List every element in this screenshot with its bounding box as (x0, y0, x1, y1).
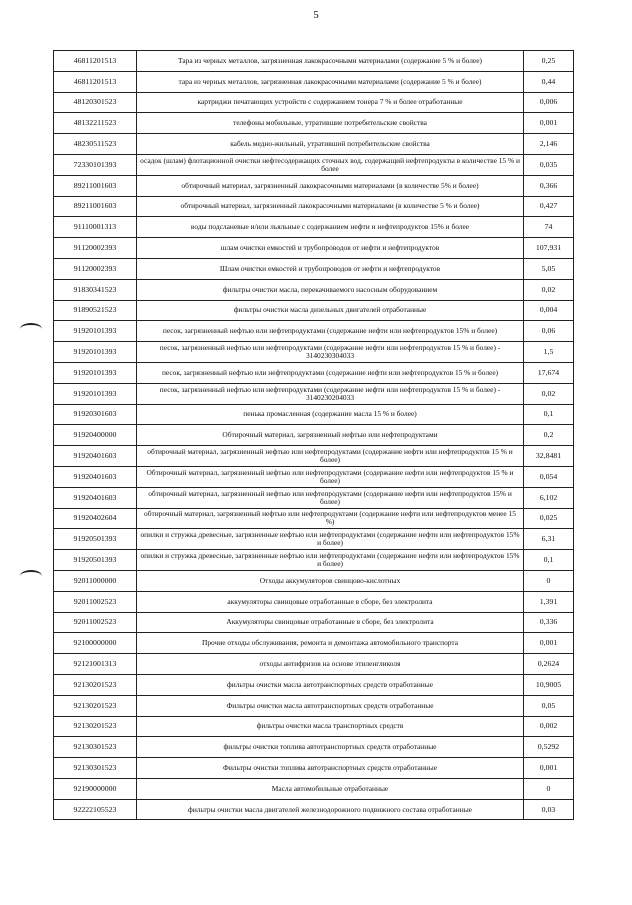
waste-quantity-cell: 0,03 (524, 799, 574, 820)
waste-quantity-cell: 1,391 (524, 591, 574, 612)
waste-code-cell: 46811201513 (54, 51, 137, 72)
waste-quantity-cell: 0,054 (524, 466, 574, 487)
waste-quantity-cell: 0,004 (524, 300, 574, 321)
table-row (54, 321, 574, 342)
waste-name-cell: фильтры очистки масла двигателей железнодорожного подвижного состава отработанные (137, 799, 524, 820)
waste-name-cell: тара из черных металлов, загрязненная лакокрасочными материалами (содержание 5 % и более) (137, 71, 524, 92)
table-row (54, 279, 574, 300)
waste-name-cell: аккумуляторы свинцовые отработанные в сборе, без электролита (137, 591, 524, 612)
waste-quantity-cell: 0 (524, 570, 574, 591)
waste-name-cell: шлам очистки емкостей и трубопроводов от нефти и нефтепродуктов (137, 238, 524, 259)
waste-code-cell: 92130301523 (54, 737, 137, 758)
table-row (54, 71, 574, 92)
waste-name-cell: осадок (шлам) флотационной очистки нефтесодержащих сточных вод, содержащий нефтепродукты в количестве 15 % и более (137, 154, 524, 175)
waste-name-cell: Масла автомобильные отработанные (137, 778, 524, 799)
waste-name-cell: обтирочный материал, загрязненный лакокрасочными материалами (в количестве 5% и более) (137, 175, 524, 196)
waste-name-cell: обтирочный материал, загрязненный лакокрасочными материалами (в количестве 5 % и более) (137, 196, 524, 217)
table-row (54, 342, 574, 363)
waste-name-cell: обтирочный материал, загрязненный нефтью или нефтепродуктами (содержание нефти или нефтепродуктов менее 15 %) (137, 508, 524, 529)
table-row (54, 758, 574, 779)
waste-name-cell: Аккумуляторы свинцовые отработанные в сборе, без электролита (137, 612, 524, 633)
waste-code-cell: 72330101393 (54, 154, 137, 175)
waste-code-cell: 91920401603 (54, 466, 137, 487)
table-row (54, 591, 574, 612)
waste-code-cell: 92011002523 (54, 591, 137, 612)
waste-quantity-cell: 6,31 (524, 529, 574, 550)
waste-quantity-cell: 74 (524, 217, 574, 238)
table-row (54, 778, 574, 799)
table-row (54, 487, 574, 508)
waste-code-cell: 91920301603 (54, 404, 137, 425)
waste-quantity-cell: 17,674 (524, 362, 574, 383)
waste-quantity-cell: 0 (524, 778, 574, 799)
waste-name-cell: песок, загрязненный нефтью или нефтепродуктами (содержание нефти или нефтепродуктов 15 % и более) (137, 362, 524, 383)
waste-code-cell: 92130201523 (54, 716, 137, 737)
waste-quantity-cell: 107,931 (524, 238, 574, 259)
waste-quantity-cell: 10,9005 (524, 674, 574, 695)
table-row (54, 446, 574, 467)
waste-code-cell: 92011002523 (54, 612, 137, 633)
waste-code-cell: 91920101393 (54, 342, 137, 363)
waste-name-cell: Фильтры очистки масла автотранспортных средств отработанные (137, 695, 524, 716)
waste-code-cell: 92100000000 (54, 633, 137, 654)
waste-name-cell: песок, загрязненный нефтью или нефтепродуктами (содержание нефти или нефтепродуктов 15% и более) (137, 321, 524, 342)
waste-name-cell: пенька промасленная (содержание масла 15 % и более) (137, 404, 524, 425)
table-row (54, 633, 574, 654)
waste-code-cell: 91920400000 (54, 425, 137, 446)
waste-quantity-cell: 1,5 (524, 342, 574, 363)
table-row (54, 92, 574, 113)
waste-name-cell: фильтры очистки масла транспортных средств (137, 716, 524, 737)
waste-code-cell: 91920501393 (54, 529, 137, 550)
waste-quantity-cell: 0,427 (524, 196, 574, 217)
waste-code-cell: 48120301523 (54, 92, 137, 113)
table-row (54, 550, 574, 571)
waste-code-cell: 92222105523 (54, 799, 137, 820)
waste-name-cell: кабель медно-жильный, утративший потребительские свойства (137, 134, 524, 155)
table-row (54, 362, 574, 383)
table-row (54, 529, 574, 550)
waste-quantity-cell: 0,05 (524, 695, 574, 716)
waste-quantity-cell: 0,02 (524, 279, 574, 300)
waste-code-cell: 91920401603 (54, 487, 137, 508)
waste-code-cell: 92121001313 (54, 654, 137, 675)
table-row (54, 154, 574, 175)
waste-code-cell: 48132211523 (54, 113, 137, 134)
waste-code-cell: 92130301523 (54, 758, 137, 779)
waste-code-cell: 91920501393 (54, 550, 137, 571)
waste-quantity-cell: 0,001 (524, 758, 574, 779)
waste-name-cell: Отходы аккумуляторов свинцово-кислотных (137, 570, 524, 591)
waste-name-cell: Тара из черных металлов, загрязненная лакокрасочными материалами (содержание 5 % и более) (137, 51, 524, 72)
waste-quantity-cell: 0,1 (524, 404, 574, 425)
waste-name-cell: фильтры очистки масла дизельных двигателей отработанные (137, 300, 524, 321)
waste-quantity-cell: 0,366 (524, 175, 574, 196)
table-row (54, 737, 574, 758)
waste-name-cell: фильтры очистки масла автотранспортных средств отработанные (137, 674, 524, 695)
waste-code-cell: 91890521523 (54, 300, 137, 321)
waste-quantity-cell: 0,2 (524, 425, 574, 446)
table-row (54, 134, 574, 155)
table-row (54, 674, 574, 695)
waste-quantity-cell: 0,001 (524, 113, 574, 134)
waste-code-cell: 48230511523 (54, 134, 137, 155)
table-row (54, 654, 574, 675)
waste-quantity-cell: 0,002 (524, 716, 574, 737)
waste-table (53, 50, 574, 820)
waste-code-cell: 89211001603 (54, 196, 137, 217)
waste-quantity-cell: 0,44 (524, 71, 574, 92)
table-row (54, 217, 574, 238)
table-row (54, 716, 574, 737)
waste-code-cell: 91830341523 (54, 279, 137, 300)
waste-code-cell: 91920401603 (54, 446, 137, 467)
table-row (54, 466, 574, 487)
waste-code-cell: 91920101393 (54, 383, 137, 404)
waste-name-cell: Прочие отходы обслуживания, ремонта и демонтажа автомобильного транспорта (137, 633, 524, 654)
waste-quantity-cell: 0,1 (524, 550, 574, 571)
table-row (54, 51, 574, 72)
waste-code-cell: 92130201523 (54, 674, 137, 695)
waste-quantity-cell: 0,5292 (524, 737, 574, 758)
waste-quantity-cell: 0,001 (524, 633, 574, 654)
waste-name-cell: картриджи печатающих устройств с содержанием тонера 7 % и более отработанные (137, 92, 524, 113)
waste-quantity-cell: 0,02 (524, 383, 574, 404)
waste-code-cell: 89211001603 (54, 175, 137, 196)
waste-code-cell: 91920101393 (54, 321, 137, 342)
waste-quantity-cell: 0,25 (524, 51, 574, 72)
waste-name-cell: воды подсланевые и/или льяльные с содержанием нефти и нефтепродуктов 15% и более (137, 217, 524, 238)
table-row (54, 383, 574, 404)
table-row (54, 570, 574, 591)
waste-code-cell: 46811201513 (54, 71, 137, 92)
waste-name-cell: Обтирочный материал, загрязненный нефтью или нефтепродуктами (содержание нефти или нефтепродуктов 15 % и более) (137, 466, 524, 487)
waste-name-cell: телефоны мобильные, утратившие потребительские свойства (137, 113, 524, 134)
waste-name-cell: фильтры очистки топлива автотранспортных средств отработанные (137, 737, 524, 758)
table-row (54, 113, 574, 134)
waste-code-cell: 91120002393 (54, 258, 137, 279)
punch-hole-mark (20, 323, 42, 335)
table-row (54, 300, 574, 321)
waste-quantity-cell: 0,006 (524, 92, 574, 113)
page-number: 5 (313, 9, 319, 21)
waste-name-cell: обтирочный материал, загрязненный нефтью или нефтепродуктами (содержание нефти или нефтепродуктов 15% и более) (137, 487, 524, 508)
table-row (54, 799, 574, 820)
waste-quantity-cell: 0,336 (524, 612, 574, 633)
waste-name-cell: Шлам очистки емкостей и трубопроводов от нефти и нефтепродуктов (137, 258, 524, 279)
waste-code-cell: 92190000000 (54, 778, 137, 799)
waste-quantity-cell: 0,06 (524, 321, 574, 342)
table-row (54, 425, 574, 446)
table-row (54, 612, 574, 633)
waste-name-cell: отходы антифризов на основе этиленгликоля (137, 654, 524, 675)
waste-name-cell: Фильтры очистки топлива автотранспортных средств отработанные (137, 758, 524, 779)
waste-quantity-cell: 32,8481 (524, 446, 574, 467)
waste-code-cell: 92130201523 (54, 695, 137, 716)
table-row (54, 238, 574, 259)
waste-name-cell: обтирочный материал, загрязненный нефтью или нефтепродуктами (содержание нефти или нефтепродуктов 15 % и более) (137, 446, 524, 467)
waste-code-cell: 92011000000 (54, 570, 137, 591)
waste-quantity-cell: 0,035 (524, 154, 574, 175)
waste-name-cell: песок, загрязненный нефтью или нефтепродуктами (содержание нефти или нефтепродуктов 15 % и более) - 3140230204033 (137, 383, 524, 404)
waste-name-cell: опилки и стружка древесные, загрязненные нефтью или нефтепродуктами (содержание нефти или нефтепродуктов 15% и более) (137, 529, 524, 550)
waste-code-cell: 91110001313 (54, 217, 137, 238)
waste-quantity-cell: 5,05 (524, 258, 574, 279)
table-row (54, 196, 574, 217)
waste-code-cell: 91920101393 (54, 362, 137, 383)
waste-name-cell: песок, загрязненный нефтью или нефтепродуктами (содержание нефти или нефтепродуктов 15 % и более) - 3140230304033 (137, 342, 524, 363)
table-row (54, 508, 574, 529)
punch-hole-mark (20, 570, 42, 582)
table-row (54, 695, 574, 716)
table-row (54, 175, 574, 196)
waste-name-cell: фильтры очистки масла, перекачиваемого насосным оборудованием (137, 279, 524, 300)
waste-quantity-cell: 6,102 (524, 487, 574, 508)
waste-quantity-cell: 2,146 (524, 134, 574, 155)
table-row (54, 258, 574, 279)
waste-quantity-cell: 0,025 (524, 508, 574, 529)
waste-quantity-cell: 0,2624 (524, 654, 574, 675)
table-row (54, 404, 574, 425)
waste-name-cell: опилки и стружка древесные, загрязненные нефтью или нефтепродуктами (содержание нефти или нефтепродуктов 15% и более) (137, 550, 524, 571)
waste-code-cell: 91920402604 (54, 508, 137, 529)
waste-name-cell: Обтирочный материал, загрязненный нефтью или нефтепродуктами (137, 425, 524, 446)
waste-code-cell: 91120002393 (54, 238, 137, 259)
